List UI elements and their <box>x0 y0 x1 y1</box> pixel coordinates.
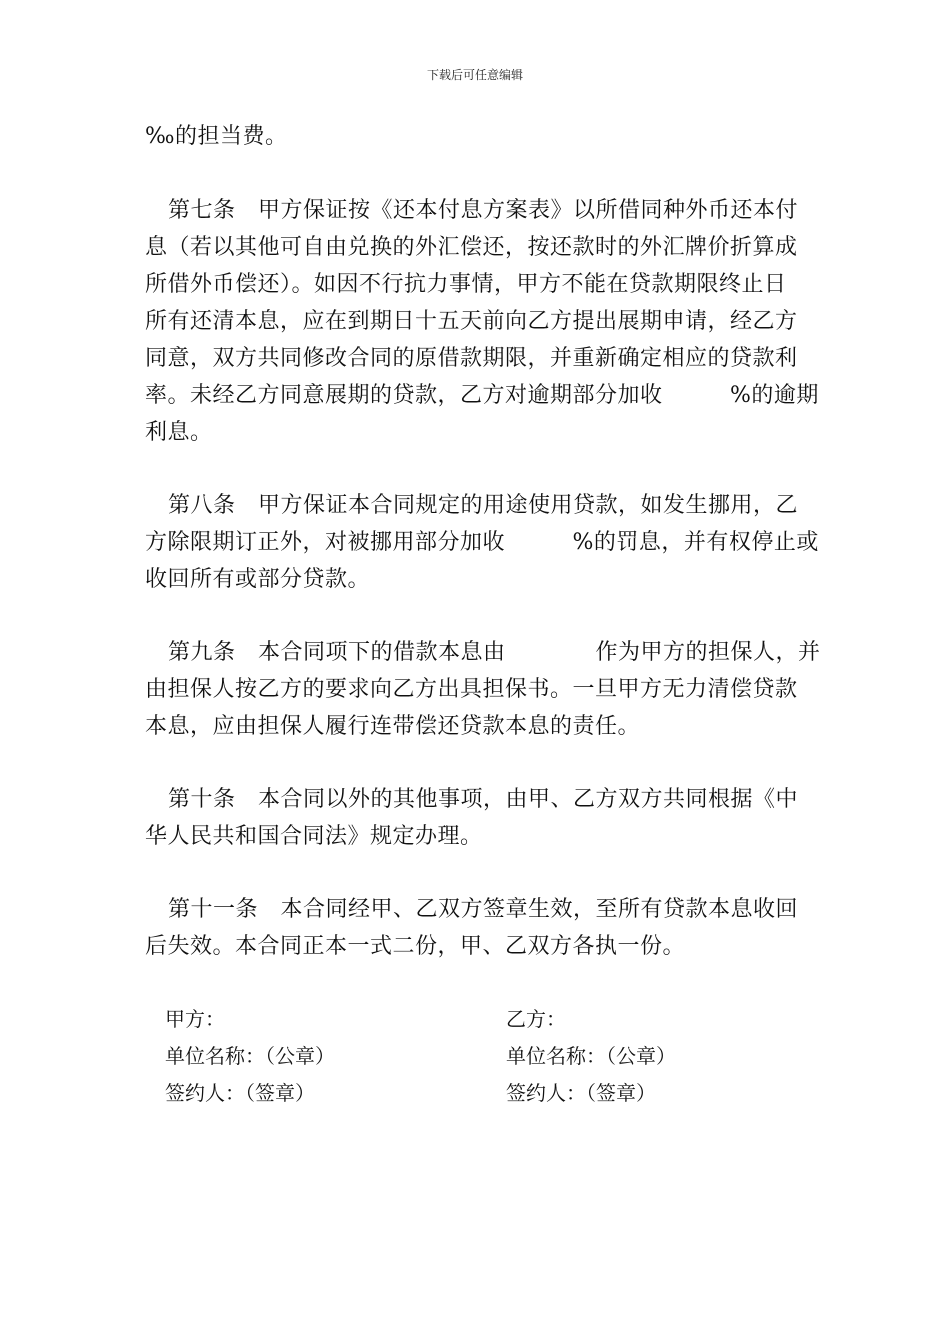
article-11-line: 第十一条 本合同经甲、乙双方签章生效，至所有贷款本息收回 <box>168 897 799 922</box>
article-9-line: 本息，应由担保人履行连带偿还贷款本息的责任。 <box>145 714 641 739</box>
party-b-label: 乙方： <box>506 1007 566 1031</box>
article-7-line: 率。未经乙方同意展期的贷款，乙方对逾期部分加收 %的逾期 <box>145 383 819 408</box>
article-7-line: 同意，双方共同修改合同的原借款期限，并重新确定相应的贷款利 <box>145 346 798 371</box>
party-a-label: 甲方： <box>165 1007 225 1031</box>
article-11-line: 后失效。本合同正本一式二份，甲、乙双方各执一份。 <box>145 934 686 959</box>
article-8-line: 收回所有或部分贷款。 <box>145 567 371 592</box>
article-9-line: 第九条 本合同项下的借款本息由 作为甲方的担保人，并 <box>168 640 821 665</box>
page-header-note: 下载后可任意编辑 <box>426 68 523 82</box>
party-a-signatory: 签约人：（签章） <box>165 1081 315 1105</box>
party-b-unit-name: 单位名称：（公章） <box>506 1044 676 1068</box>
text-line: ‰的担当费。 <box>145 124 288 149</box>
article-8-line: 第八条 甲方保证本合同规定的用途使用贷款，如发生挪用，乙 <box>168 493 799 518</box>
article-9-line: 由担保人按乙方的要求向乙方出具担保书。一旦甲方无力清偿贷款 <box>145 677 798 702</box>
party-b-signatory: 签约人：（签章） <box>506 1081 656 1105</box>
article-7-line: 所有还清本息，应在到期日十五天前向乙方提出展期申请，经乙方 <box>145 309 798 334</box>
article-8-line: 方除限期订正外，对被挪用部分加收 %的罚息，并有权停止或 <box>145 530 819 555</box>
article-7-line: 息（若以其他可自由兑换的外汇偿还，按还款时的外汇牌价折算成 <box>145 235 798 260</box>
article-10-line: 华人民共和国合同法》规定办理。 <box>145 824 483 849</box>
article-7-line: 第七条 甲方保证按《还本付息方案表》以所借同种外币还本付 <box>168 198 799 223</box>
article-10-line: 第十条 本合同以外的其他事项，由甲、乙方双方共同根据《中 <box>168 787 799 812</box>
article-7-line: 利息。 <box>145 420 213 445</box>
article-7-line: 所借外币偿还）。如因不行抗力事情，甲方不能在贷款期限终止日 <box>145 272 787 297</box>
party-a-unit-name: 单位名称：（公章） <box>165 1044 335 1068</box>
